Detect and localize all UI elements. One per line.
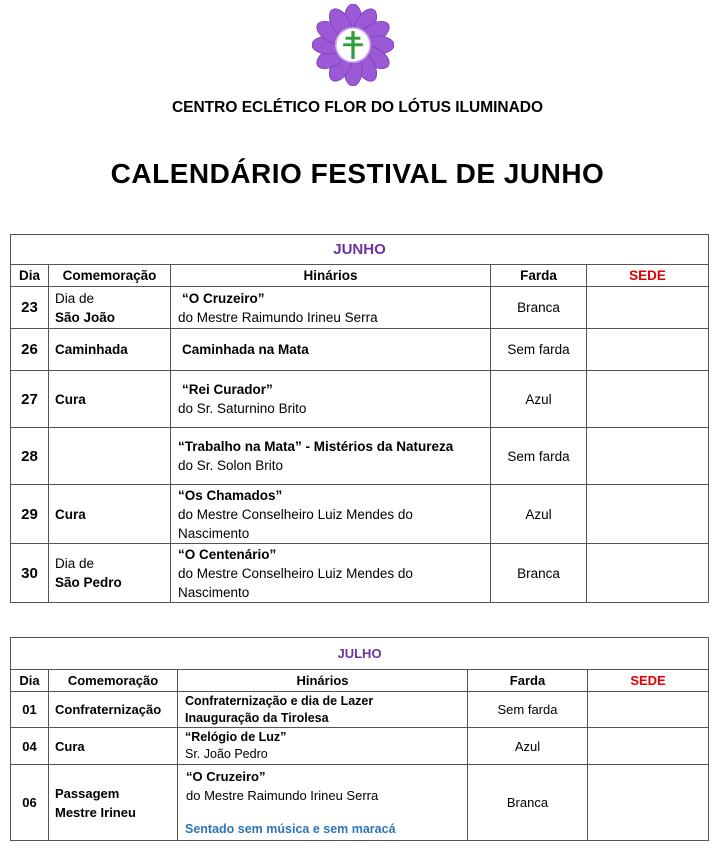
hinario-author: Sr. João Pedro (185, 747, 268, 761)
day-cell: 23 (11, 287, 49, 329)
farda-cell: Azul (468, 728, 588, 765)
sede-cell (587, 428, 709, 485)
farda-cell: Azul (491, 371, 587, 428)
sede-cell (587, 485, 709, 544)
hinario-cell (178, 728, 468, 765)
col-comemoracao: Comemoração (49, 670, 178, 692)
hinario-author: Nascimento (178, 525, 250, 541)
hinario-cell (171, 544, 491, 603)
month-header-june: JUNHO (11, 235, 709, 265)
hinario-cell (171, 485, 491, 544)
day-cell: 27 (11, 371, 49, 428)
comemoracao-line: Passagem (55, 785, 120, 801)
month-header-july: JULHO (11, 638, 709, 670)
comemoracao-cell: Confraternização (49, 692, 178, 728)
col-dia: Dia (11, 670, 49, 692)
hinario-author: do Sr. Solon Brito (178, 458, 284, 473)
hinario-author: do Mestre Raimundo Irineu Serra (186, 788, 379, 803)
table-row (11, 485, 709, 544)
hinario-title: “O Centenário” (178, 546, 277, 562)
day-cell: 26 (11, 329, 49, 371)
comemoracao-cell: Cura (49, 485, 171, 544)
sede-cell (587, 329, 709, 371)
day-cell: 04 (11, 728, 49, 765)
comemoracao-cell (49, 765, 178, 841)
hinario-author: do Sr. Saturnino Brito (178, 401, 307, 416)
page-title: CALENDÁRIO FESTIVAL DE JUNHO (110, 158, 605, 189)
comemoracao-line: Mestre Irineu (55, 804, 136, 820)
comemoracao-line: Dia de (55, 556, 95, 571)
table-row (11, 692, 709, 728)
comemoracao-cell: Cura (49, 371, 171, 428)
farda-cell: Branca (491, 287, 587, 329)
hinario-author: do Mestre Conselheiro Luiz Mendes do (178, 565, 413, 581)
hinario-author: Nascimento (178, 584, 250, 600)
sede-cell (588, 692, 709, 728)
day-cell: 28 (11, 428, 49, 485)
col-hinarios: Hinários (178, 670, 468, 692)
farda-cell: Azul (491, 485, 587, 544)
hinario-cell (178, 692, 468, 728)
comemoracao-cell (49, 544, 171, 603)
hinario-title: Caminhada na Mata (182, 342, 309, 357)
sede-cell (587, 544, 709, 603)
sede-cell (588, 765, 709, 841)
farda-cell: Branca (468, 765, 588, 841)
comemoracao-line: São João (55, 309, 116, 325)
comemoracao-cell: Cura (49, 728, 178, 765)
hinario-title: “O Cruzeiro” (186, 769, 266, 784)
comemoracao-cell: Caminhada (49, 329, 171, 371)
hinario-cell (178, 765, 468, 841)
lotus-logo-icon (312, 4, 394, 86)
hinario-title: “O Cruzeiro” (182, 290, 265, 306)
table-row (11, 287, 709, 329)
col-hinarios: Hinários (171, 265, 491, 287)
day-cell: 29 (11, 485, 49, 544)
table-row (11, 544, 709, 603)
col-farda: Farda (491, 265, 587, 287)
hinario-title: “Trabalho na Mata” - Mistérios da Natureza (178, 439, 454, 454)
col-dia: Dia (11, 265, 49, 287)
table-row (11, 371, 709, 428)
hinario-note: Sentado sem música e sem maracá (185, 822, 396, 836)
col-comemoracao: Comemoração (49, 265, 171, 287)
farda-cell: Sem farda (491, 428, 587, 485)
col-farda: Farda (468, 670, 588, 692)
col-sede: SEDE (588, 670, 709, 692)
sede-cell (587, 371, 709, 428)
sede-cell (588, 728, 709, 765)
hinario-cell (171, 428, 491, 485)
hinario-title: “Rei Curador” (182, 382, 273, 397)
sede-cell (587, 287, 709, 329)
table-row (11, 765, 709, 841)
hinario-author: do Mestre Conselheiro Luiz Mendes do (178, 506, 413, 522)
day-cell: 30 (11, 544, 49, 603)
day-cell: 01 (11, 692, 49, 728)
farda-cell: Branca (491, 544, 587, 603)
comemoracao-cell (49, 428, 171, 485)
day-cell: 06 (11, 765, 49, 841)
hinario-cell (171, 287, 491, 329)
july-table (10, 637, 709, 841)
comemoracao-cell (49, 287, 171, 329)
table-row (11, 329, 709, 371)
table-row (11, 428, 709, 485)
hinario-title: Inauguração da Tirolesa (185, 710, 329, 725)
col-sede: SEDE (587, 265, 709, 287)
hinario-cell (171, 329, 491, 371)
table-row (11, 728, 709, 765)
hinario-title: “Relógio de Luz” (185, 730, 287, 744)
comemoracao-line: São Pedro (55, 575, 122, 590)
hinario-author: do Mestre Raimundo Irineu Serra (178, 309, 378, 325)
comemoracao-line: Dia de (55, 290, 95, 306)
hinario-cell (171, 371, 491, 428)
farda-cell: Sem farda (491, 329, 587, 371)
hinario-title: Confraternização e dia de Lazer (185, 693, 374, 708)
organization-name: CENTRO ECLÉTICO FLOR DO LÓTUS ILUMINADO (171, 99, 544, 116)
farda-cell: Sem farda (468, 692, 588, 728)
hinario-title: “Os Chamados” (178, 487, 283, 503)
june-table (10, 234, 709, 603)
